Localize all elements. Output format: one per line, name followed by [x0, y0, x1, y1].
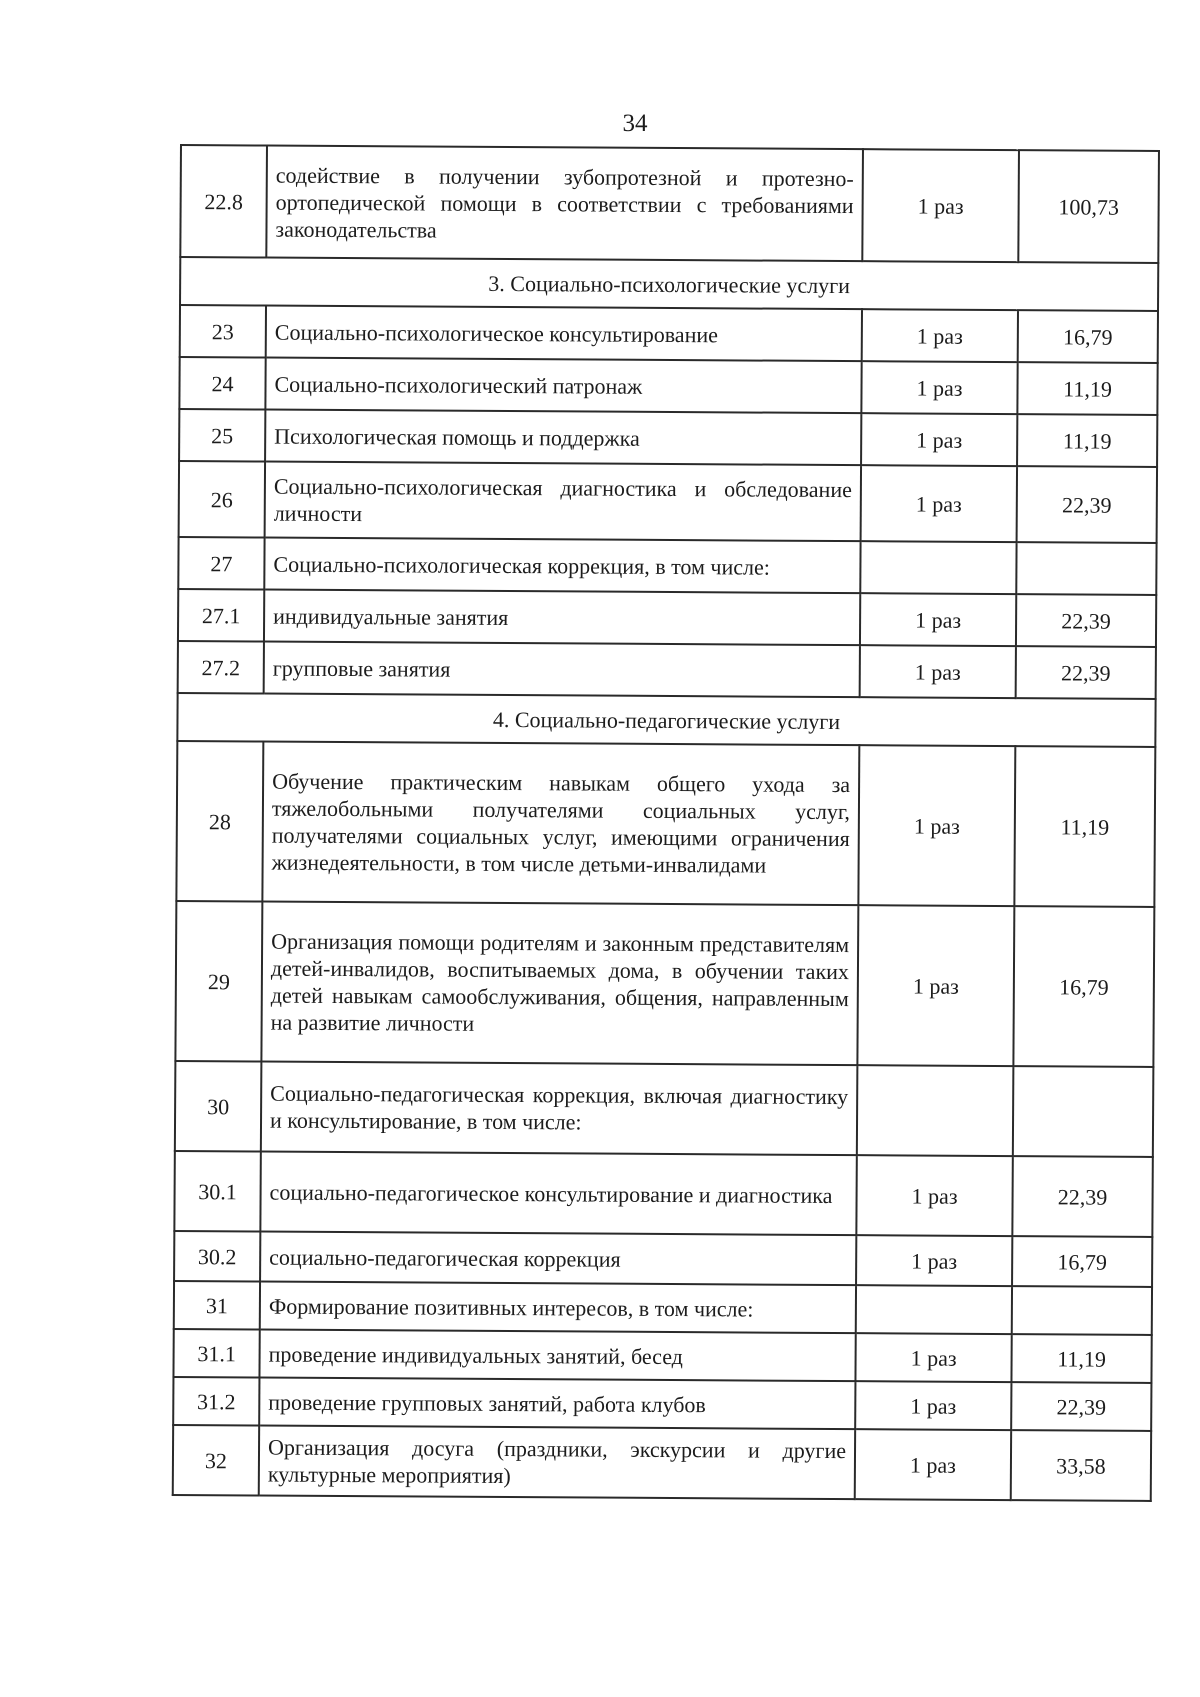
- service-price: [1012, 1286, 1152, 1335]
- service-description: Обучение практическим навыкам общего ухода за тяжелобольными получателями социальных услуг, получателями социальных услуг, имеющими ограничения жизнедеятельности, в том числе детьми-инвалидами: [262, 742, 859, 906]
- row-number: 25: [179, 409, 265, 462]
- section-header-row: [177, 693, 1155, 747]
- table-row: [175, 1061, 1154, 1157]
- services-table-body: [173, 145, 1159, 1501]
- service-price: 22,39: [1011, 1382, 1151, 1431]
- row-number: 27: [178, 537, 264, 590]
- service-frequency: 1 раз: [856, 1235, 1012, 1286]
- services-table: [172, 144, 1160, 1502]
- table-row: [180, 145, 1159, 263]
- table-row: [178, 641, 1156, 699]
- service-frequency: 1 раз: [856, 1155, 1012, 1236]
- row-number: 23: [180, 305, 266, 358]
- service-frequency: 1 раз: [858, 745, 1015, 906]
- service-price: 22,39: [1012, 1156, 1152, 1237]
- service-description: Социально-психологическая диагностика и обследование личности: [265, 462, 861, 542]
- table-row: [179, 409, 1157, 467]
- table-row: [174, 1281, 1152, 1335]
- service-frequency: 1 раз: [860, 593, 1016, 646]
- service-price: 11,19: [1017, 362, 1157, 415]
- service-price: [1013, 1066, 1154, 1157]
- row-number: 22.8: [180, 145, 267, 258]
- service-price: 11,19: [1014, 746, 1155, 907]
- section-header-row: [180, 257, 1158, 311]
- service-description: социально-педагогическое консультирование и диагностика: [260, 1152, 856, 1236]
- row-number: 32: [173, 1425, 259, 1496]
- table-row: [175, 901, 1154, 1067]
- service-price: 11,19: [1017, 414, 1157, 467]
- service-description: Социально-педагогическая коррекция, включая диагностику и консультирование, в том числе:: [261, 1062, 858, 1156]
- service-frequency: 1 раз: [862, 309, 1018, 362]
- row-number: 24: [179, 357, 265, 410]
- row-number: 31.1: [173, 1329, 259, 1378]
- service-price: 16,79: [1018, 310, 1158, 363]
- table-row: [180, 305, 1158, 363]
- row-number: 30.1: [174, 1151, 260, 1232]
- table-row: [178, 589, 1156, 647]
- table-row: [178, 537, 1156, 595]
- service-frequency: 1 раз: [855, 1333, 1011, 1382]
- row-number: 30.2: [174, 1231, 260, 1282]
- service-frequency: 1 раз: [861, 361, 1017, 414]
- service-description: Организация досуга (праздники, экскурсии и другие культурные мероприятия): [259, 1426, 855, 1500]
- service-description: Социально-психологический патронаж: [265, 358, 861, 414]
- table-row: [173, 1329, 1151, 1383]
- service-frequency: 1 раз: [862, 149, 1019, 262]
- service-description: Формирование позитивных интересов, в том числе:: [260, 1282, 856, 1334]
- service-frequency: [857, 1065, 1014, 1156]
- service-frequency: [860, 541, 1016, 594]
- service-price: 11,19: [1011, 1334, 1151, 1383]
- service-description: Социально-психологическое консультирование: [266, 306, 862, 362]
- service-price: 16,79: [1012, 1236, 1152, 1287]
- row-number: 27.2: [178, 641, 264, 694]
- service-price: 22,39: [1017, 466, 1157, 543]
- service-description: групповые занятия: [264, 642, 860, 698]
- table-row: [173, 1377, 1151, 1431]
- table-row: [174, 1151, 1152, 1237]
- service-description: проведение индивидуальных занятий, бесед: [259, 1330, 855, 1382]
- table-row: [179, 461, 1157, 543]
- service-frequency: 1 раз: [857, 905, 1014, 1066]
- row-number: 27.1: [178, 589, 264, 642]
- service-price: 33,58: [1011, 1430, 1151, 1501]
- table-row: [179, 357, 1157, 415]
- service-price: 100,73: [1018, 150, 1159, 263]
- service-frequency: 1 раз: [860, 645, 1016, 698]
- service-description: Психологическая помощь и поддержка: [265, 410, 861, 466]
- service-frequency: 1 раз: [861, 465, 1017, 542]
- service-description: социально-педагогическая коррекция: [260, 1232, 856, 1286]
- service-frequency: 1 раз: [855, 1381, 1011, 1430]
- section-title: 4. Социально-педагогические услуги: [177, 693, 1155, 747]
- service-price: [1016, 542, 1156, 595]
- row-number: 26: [179, 461, 265, 538]
- service-description: Организация помощи родителям и законным представителям детей-инвалидов, воспитываемых дома, в обучении таких детей навыкам самообслуживания, общения, направленным на развитие личности: [261, 902, 858, 1066]
- service-description: проведение групповых занятий, работа клубов: [259, 1378, 855, 1430]
- row-number: 28: [176, 741, 263, 902]
- row-number: 30: [175, 1061, 262, 1152]
- row-number: 29: [175, 901, 262, 1062]
- table-row: [176, 741, 1155, 907]
- table-row: [174, 1231, 1152, 1287]
- service-price: 16,79: [1013, 906, 1154, 1067]
- service-price: 22,39: [1016, 646, 1156, 699]
- service-frequency: 1 раз: [861, 413, 1017, 466]
- service-price: 22,39: [1016, 594, 1156, 647]
- page-number: 34: [622, 110, 648, 137]
- service-description: Социально-психологическая коррекция, в том числе:: [264, 538, 860, 594]
- section-title: 3. Социально-психологические услуги: [180, 257, 1158, 311]
- table-row: [173, 1425, 1151, 1501]
- row-number: 31: [174, 1281, 260, 1330]
- service-description: индивидуальные занятия: [264, 590, 860, 646]
- service-description: содействие в получении зубопротезной и протезно-ортопедической помощи в соответствии с требованиями законодательства: [266, 146, 863, 262]
- service-frequency: 1 раз: [855, 1429, 1011, 1500]
- row-number: 31.2: [173, 1377, 259, 1426]
- service-frequency: [856, 1285, 1012, 1334]
